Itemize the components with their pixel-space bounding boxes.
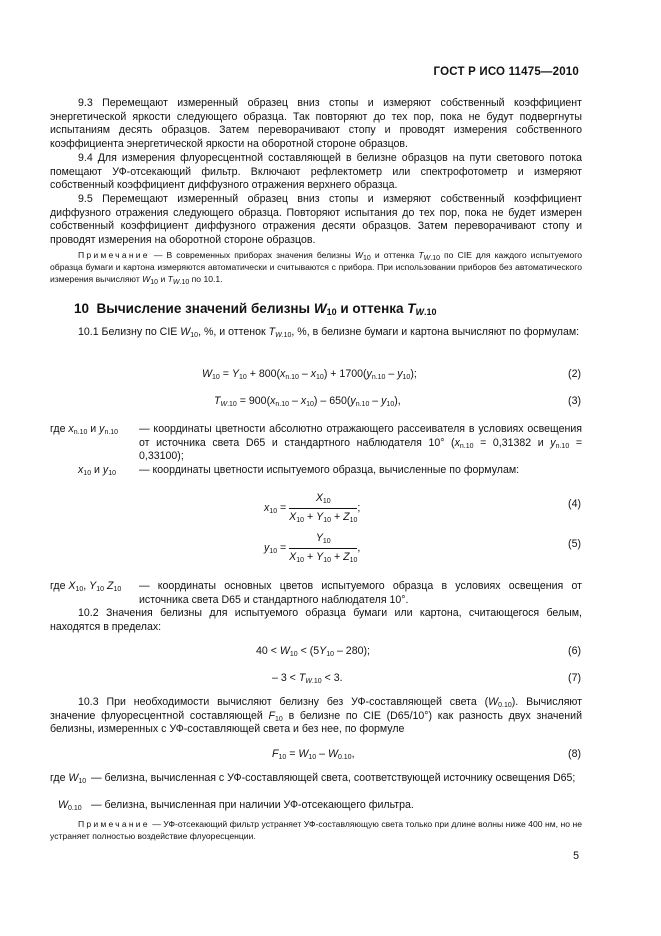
formula-2: $W_{10} = Y_{10} + 800(x_{n.10} - x_{10}) + 1700(y_{n.10} - y_{10})$; [202, 368, 417, 381]
equation-number-5: (5) [568, 538, 581, 550]
where-lead-2: где $X_{10}$, $Y_{10}$ $Z_{10}$ [50, 580, 122, 593]
definition-x10-y10: — координаты цветности испытуемого образца, вычисленные по формулам: [139, 464, 520, 476]
equation-number-6: (6) [568, 645, 581, 657]
where-lead-3: где $W_{10}$ [50, 772, 87, 785]
where-lead-1: где $x_{n.10}$ и $y_{n.10}$ [50, 423, 119, 436]
equation-number-2: (2) [568, 368, 581, 380]
formula-6: $40 < W_{10} < (5Y_{10} - 280)$; [256, 645, 370, 658]
note-1: Примечание — В современных приборах значения белизны $W_{10}$ и оттенка $T_{W.10}$ по CIE для каждого испытуемого образца бумаги и картона измеряются автоматически и считываются с прибора. При использовании приборов без автоматического измерения вычисляют $W_{10}$ и $T_{W.10}$ по 10.1. [50, 250, 583, 287]
note-2: Примечание — УФ-отсекающий фильтр устраняет УФ-составляющую света только при длине волны ниже 400 нм, но не устраняет полностью воздействие флуоресценции. [50, 819, 582, 842]
where-W010: $W_{0.10}$ [58, 799, 82, 812]
section-heading-10: 10 Вычисление значений белизны $W_{10}$ и оттенка $T_{W.10}$ [74, 301, 437, 317]
equation-number-4: (4) [568, 498, 581, 510]
equation-number-3: (3) [568, 395, 581, 407]
definition-W10: — белизна, вычисленная с УФ-составляющей света, соответствующей источнику освещения D65; [91, 772, 576, 784]
paragraph-9-5: 9.5 Перемещают измеренный образец вниз стопы и измеряют собственный коэффициент диффузного отражения следующего образца. Повторяют испытания до тех пор, пока не будет измерен собственный коэффициент диффузного отражения десяти образцов. Затем переворачивают стопу и проводят измерения на оборотной стороне образцов. [50, 193, 582, 246]
paragraph-9-4: 9.4 Для измерения флуоресцентной составляющей в белизне образцов на пути светового потока помещают УФ-отсекающий фильтр. Включают рефлектометр или спектрофотометр и измеряют собственный коэффициент диффузного отражения верхнего образца. [50, 152, 582, 192]
equation-number-8: (8) [568, 748, 581, 760]
formula-4: $x_{10}$ = $\frac{X_{10}}{X_{10} + Y_{10} + Z_{10}}$ ; [264, 492, 361, 524]
equation-number-7: (7) [568, 672, 581, 684]
definition-XYZ: — координаты основных цветов испытуемого образца в условиях освещения от источника света D65 и стандартного наблюдателя 10°. [139, 580, 582, 606]
formula-5: $y_{10}$ = $\frac{Y_{10}}{X_{10} + Y_{10} + Z_{10}}$ , [264, 532, 361, 564]
document-header: ГОСТ Р ИСО 11475—2010 [433, 66, 579, 78]
formula-3: $T_{W.10} = 900(x_{n.10} - x_{10}) - 650(y_{n.10} - y_{10})$, [214, 395, 401, 408]
where-x10-y10: $x_{10}$ и $y_{10}$ [78, 464, 116, 477]
formula-8: $F_{10} = W_{10} - W_{0.10}$, [272, 748, 355, 761]
paragraph-10-2: 10.2 Значения белизны для испытуемого образца бумаги или картона, считающегося белым, находятся в пределах: [50, 607, 582, 633]
paragraph-10-3: 10.3 При необходимости вычисляют белизну без УФ-составляющей света $(W_{0.10})$. Вычисляют значение флуоресцентной составляющей $F_{10}$ в белизне по CIE (D65/10°) как разность двух значений белизны, измеренных с УФ-составляющей света и без нее, по формуле [50, 696, 582, 736]
formula-7: – $3 < T_{W.10} < 3$. [272, 672, 343, 685]
note-label: Примечание [78, 819, 150, 829]
definition-W010: — белизна, вычисленная при наличии УФ-отсекающего фильтра. [91, 799, 414, 811]
paragraph-9-3: 9.3 Перемещают измеренный образец вниз стопы и измеряют собственный коэффициент энергетической яркости следующего образца. Так повторяют до тех пор, пока не будут подвергнуты испытаниям десять образцов. Затем переворачивают стопу и проводят измерения собственного коэффициента энергетической яркости на оборотной стороне образцов. [50, 97, 582, 150]
page-number: 5 [573, 850, 579, 862]
paragraph-10-1: 10.1 Белизну по CIE $W_{10}$, %, и оттенок $T_{W.10}$, %, в белизне бумаги и картона вычисляют по формулам: [78, 326, 580, 339]
note-label: Примечание [78, 250, 150, 260]
definition-xn-yn: — координаты цветности абсолютно отражающего рассеивателя в условиях освещения от источника света D65 и стандартного наблюдателя 10° ($x_{n.10} = 0,31382$ и $y_{n.10} = 0,33100$); [139, 423, 582, 463]
